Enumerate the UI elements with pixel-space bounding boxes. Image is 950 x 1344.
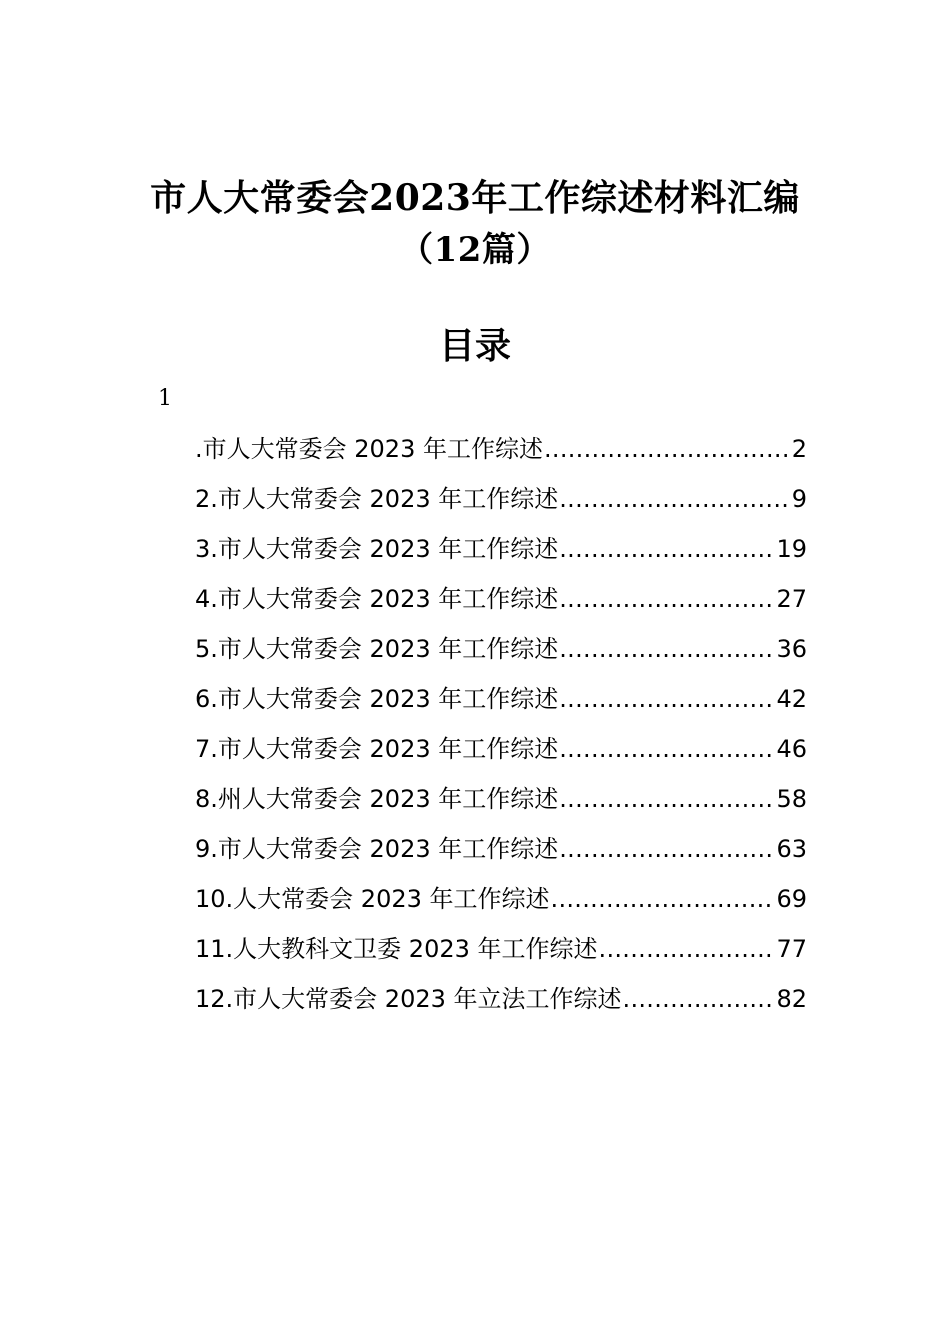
toc-page-number: 46 <box>776 735 807 763</box>
toc-dot-leader <box>623 982 776 1016</box>
toc-page-number: 58 <box>776 785 807 813</box>
toc-dot-leader <box>559 682 775 716</box>
toc-heading: 目录 <box>438 325 511 367</box>
toc-entry-title: 3.市人大常委会 2023 年工作综述 <box>195 535 559 563</box>
document-subtitle: （12篇） <box>399 230 551 270</box>
toc-entry-title: 4.市人大常委会 2023 年工作综述 <box>195 585 559 613</box>
toc-entry-title: 2.市人大常委会 2023 年工作综述 <box>195 485 559 513</box>
toc-dot-leader <box>559 482 790 516</box>
toc-entry-title: 9.市人大常委会 2023 年工作综述 <box>195 835 559 863</box>
toc-page-number: 77 <box>776 935 807 963</box>
toc-page-number: 42 <box>776 685 807 713</box>
toc-dot-leader <box>559 832 775 866</box>
toc-entry[interactable] <box>195 632 807 682</box>
toc-entry[interactable] <box>195 532 807 582</box>
toc-entry[interactable] <box>195 582 807 632</box>
toc-page-number: 27 <box>776 585 807 613</box>
toc-entry-title: 12.市人大常委会 2023 年立法工作综述 <box>195 985 622 1013</box>
toc-entry-title: 5.市人大常委会 2023 年工作综述 <box>195 635 559 663</box>
toc-page-number: 36 <box>776 635 807 663</box>
toc-entry[interactable] <box>195 732 807 782</box>
toc-dot-leader <box>551 882 776 916</box>
toc-page-number: 2 <box>791 435 807 463</box>
toc-page-number: 19 <box>776 535 807 563</box>
toc-page-number: 63 <box>776 835 807 863</box>
toc-dot-leader <box>559 782 775 816</box>
toc-dot-leader <box>559 732 775 766</box>
toc-entry[interactable] <box>195 682 807 732</box>
toc-dot-leader <box>544 432 791 466</box>
toc-entry-title: 8.州人大常委会 2023 年工作综述 <box>195 785 559 813</box>
toc-dot-leader <box>559 582 775 616</box>
toc-page-number: 69 <box>776 885 807 913</box>
toc-entry[interactable] <box>195 882 807 932</box>
toc-entry[interactable] <box>195 432 807 482</box>
toc-entry-title: .市人大常委会 2023 年工作综述 <box>195 435 543 463</box>
list-number: 1 <box>158 386 172 411</box>
toc-entry-title: 7.市人大常委会 2023 年工作综述 <box>195 735 559 763</box>
document-title: 市人大常委会2023年工作综述材料汇编 <box>150 177 800 219</box>
table-of-contents <box>195 432 807 1032</box>
toc-entry[interactable] <box>195 932 807 982</box>
toc-dot-leader <box>559 632 775 666</box>
toc-dot-leader <box>559 532 775 566</box>
toc-entry-title: 10.人大常委会 2023 年工作综述 <box>195 885 550 913</box>
toc-entry-title: 11.人大教科文卫委 2023 年工作综述 <box>195 935 598 963</box>
toc-page-number: 82 <box>776 985 807 1013</box>
toc-entry[interactable] <box>195 482 807 532</box>
toc-dot-leader <box>599 932 776 966</box>
toc-page-number: 9 <box>791 485 807 513</box>
toc-entry-title: 6.市人大常委会 2023 年工作综述 <box>195 685 559 713</box>
toc-entry[interactable] <box>195 782 807 832</box>
toc-entry[interactable] <box>195 982 807 1032</box>
toc-entry[interactable] <box>195 832 807 882</box>
